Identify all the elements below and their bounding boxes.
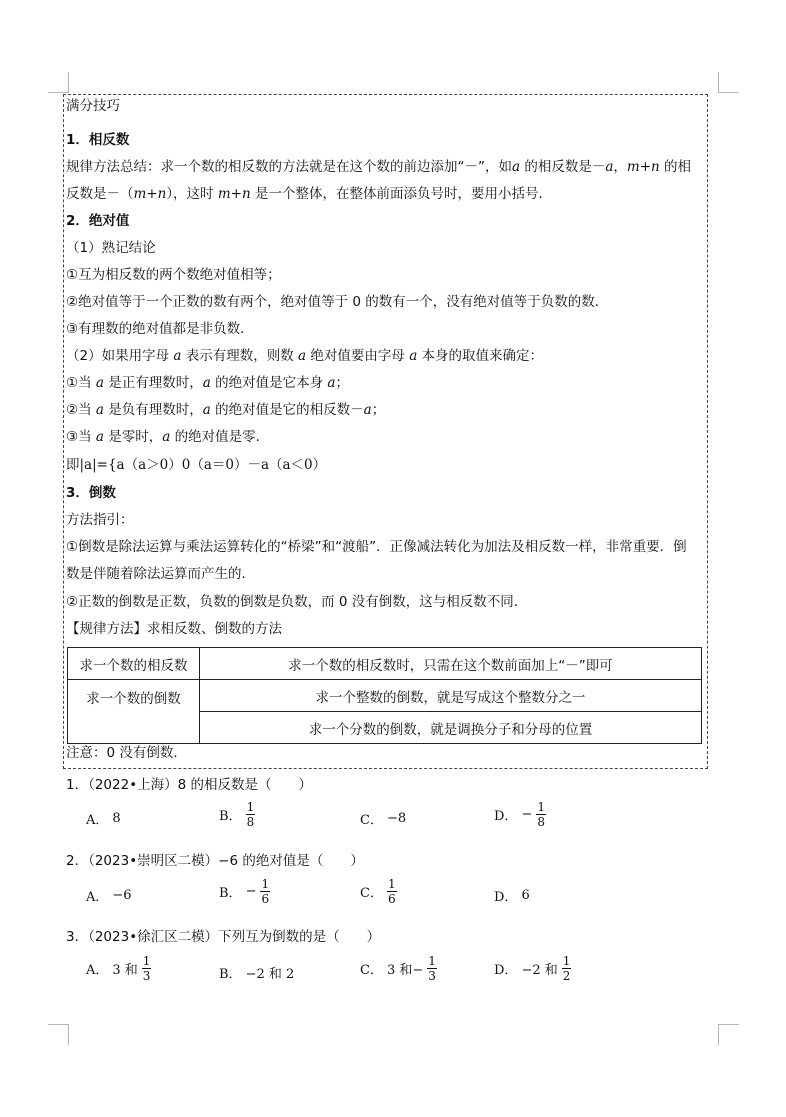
question-2-option-d[interactable]: D． 6 (494, 888, 530, 905)
table-cell: 求一个分数的倒数，就是调换分子和分母的位置 (200, 712, 702, 744)
section-2-line-4: ③有理数的绝对值都是非负数． (66, 321, 254, 337)
crop-mark-top-right (718, 72, 739, 93)
crop-mark-top-left (48, 72, 69, 93)
question-1-option-a[interactable]: A． 8 (86, 811, 121, 828)
question-3-stem: 3．（2023•徐汇区二模）下列互为倒数的是（ ） (66, 929, 381, 945)
section-1-title: 1．相反数 (66, 132, 130, 148)
table-row (68, 648, 702, 680)
question-1-option-c[interactable]: C． −8 (360, 811, 407, 828)
section-1-line-1: 规律方法总结：求一个数的相反数的方法就是在这个数的前边添加“－”，如a 的相反数是－a，m+n 的相 (66, 159, 692, 175)
table-cell: 求一个数的相反数时，只需在这个数前面加上“－”即可 (200, 648, 702, 680)
table-cell: 求一个数的倒数 (68, 680, 200, 744)
absolute-value-formula: 即|a|={a（a＞0）0（a＝0）－a（a＜0） (66, 457, 327, 473)
method-table (67, 647, 702, 744)
table-note: 注意：0 没有倒数． (66, 745, 187, 761)
section-2-line-1: （1）熟记结论 (66, 240, 156, 256)
fraction: $\frac{1}{3}$ (428, 954, 436, 983)
question-1-option-d[interactable]: D． − $\frac{1}{8}$ (494, 800, 545, 829)
question-3-option-c[interactable]: C． 3 和− $\frac{1}{3}$ (360, 954, 436, 983)
table-cell: 求一个整数的倒数，就是写成这个整数分之一 (200, 680, 702, 712)
question-1-option-b[interactable]: B． $\frac{1}{8}$ (219, 800, 255, 829)
fraction: $\frac{1}{6}$ (387, 877, 396, 906)
question-2-option-c[interactable]: C． $\frac{1}{6}$ (360, 877, 396, 906)
section-2-line-8: ③当 a 是零时，a 的绝对值是零． (66, 429, 270, 445)
question-3-option-a[interactable]: A． 3 和 $\frac{1}{3}$ (86, 954, 151, 983)
fraction: $\frac{1}{3}$ (142, 954, 151, 983)
section-3-title: 3．倒数 (66, 485, 116, 501)
crop-mark-bottom-left (48, 1024, 69, 1045)
section-3-line-2: ①倒数是除法运算与乘法运算转化的“桥梁”和“渡船”．正像减法转化为加法及相反数一样，非常重要．倒 (66, 539, 687, 555)
fraction: $\frac{1}{6}$ (261, 877, 270, 906)
tips-header: 满分技巧 (66, 98, 120, 114)
section-2-line-6: ①当 a 是正有理数时，a 的绝对值是它本身 a； (66, 375, 349, 391)
section-2-line-5: （2）如果用字母 a 表示有理数，则数 a 绝对值要由字母 a 本身的取值来确定： (66, 348, 544, 364)
fraction: $\frac{1}{2}$ (562, 954, 571, 983)
question-2-option-b[interactable]: B． − $\frac{1}{6}$ (219, 877, 270, 906)
section-1-line-2: 反数是－（m+n），这时 m+n 是一个整体，在整体前面添负号时，要用小括号． (66, 186, 552, 202)
section-2-line-2: ①互为相反数的两个数绝对值相等； (66, 267, 281, 283)
question-2-stem: 2．（2023•崇明区二模）−6 的绝对值是（ ） (66, 853, 364, 869)
question-2-option-a[interactable]: A． −6 (86, 888, 132, 905)
fraction: $\frac{1}{8}$ (246, 800, 255, 829)
method-title: 【规律方法】求相反数、倒数的方法 (66, 621, 282, 637)
section-3-line-4: ②正数的倒数是正数，负数的倒数是负数，而 0 没有倒数，这与相反数不同． (66, 594, 528, 610)
crop-mark-bottom-right (718, 1024, 739, 1045)
question-3-option-b[interactable]: B． −2 和 2 (219, 967, 295, 982)
section-3-line-1: 方法指引： (66, 512, 134, 528)
section-2-title: 2．绝对值 (66, 213, 130, 229)
section-3-line-3: 数是伴随着除法运算而产生的． (66, 566, 255, 582)
section-2-line-3: ②绝对值等于一个正数的数有两个，绝对值等于 0 的数有一个，没有绝对值等于负数的数． (66, 294, 609, 310)
question-3-option-d[interactable]: D． −2 和 $\frac{1}{2}$ (494, 954, 571, 983)
table-row (68, 680, 702, 712)
section-2-line-7: ②当 a 是负有理数时，a 的绝对值是它的相反数－a； (66, 402, 386, 418)
question-1-stem: 1．（2022•上海）8 的相反数是（ ） (66, 777, 313, 793)
table-cell: 求一个数的相反数 (68, 648, 200, 680)
fraction: $\frac{1}{8}$ (537, 800, 545, 829)
